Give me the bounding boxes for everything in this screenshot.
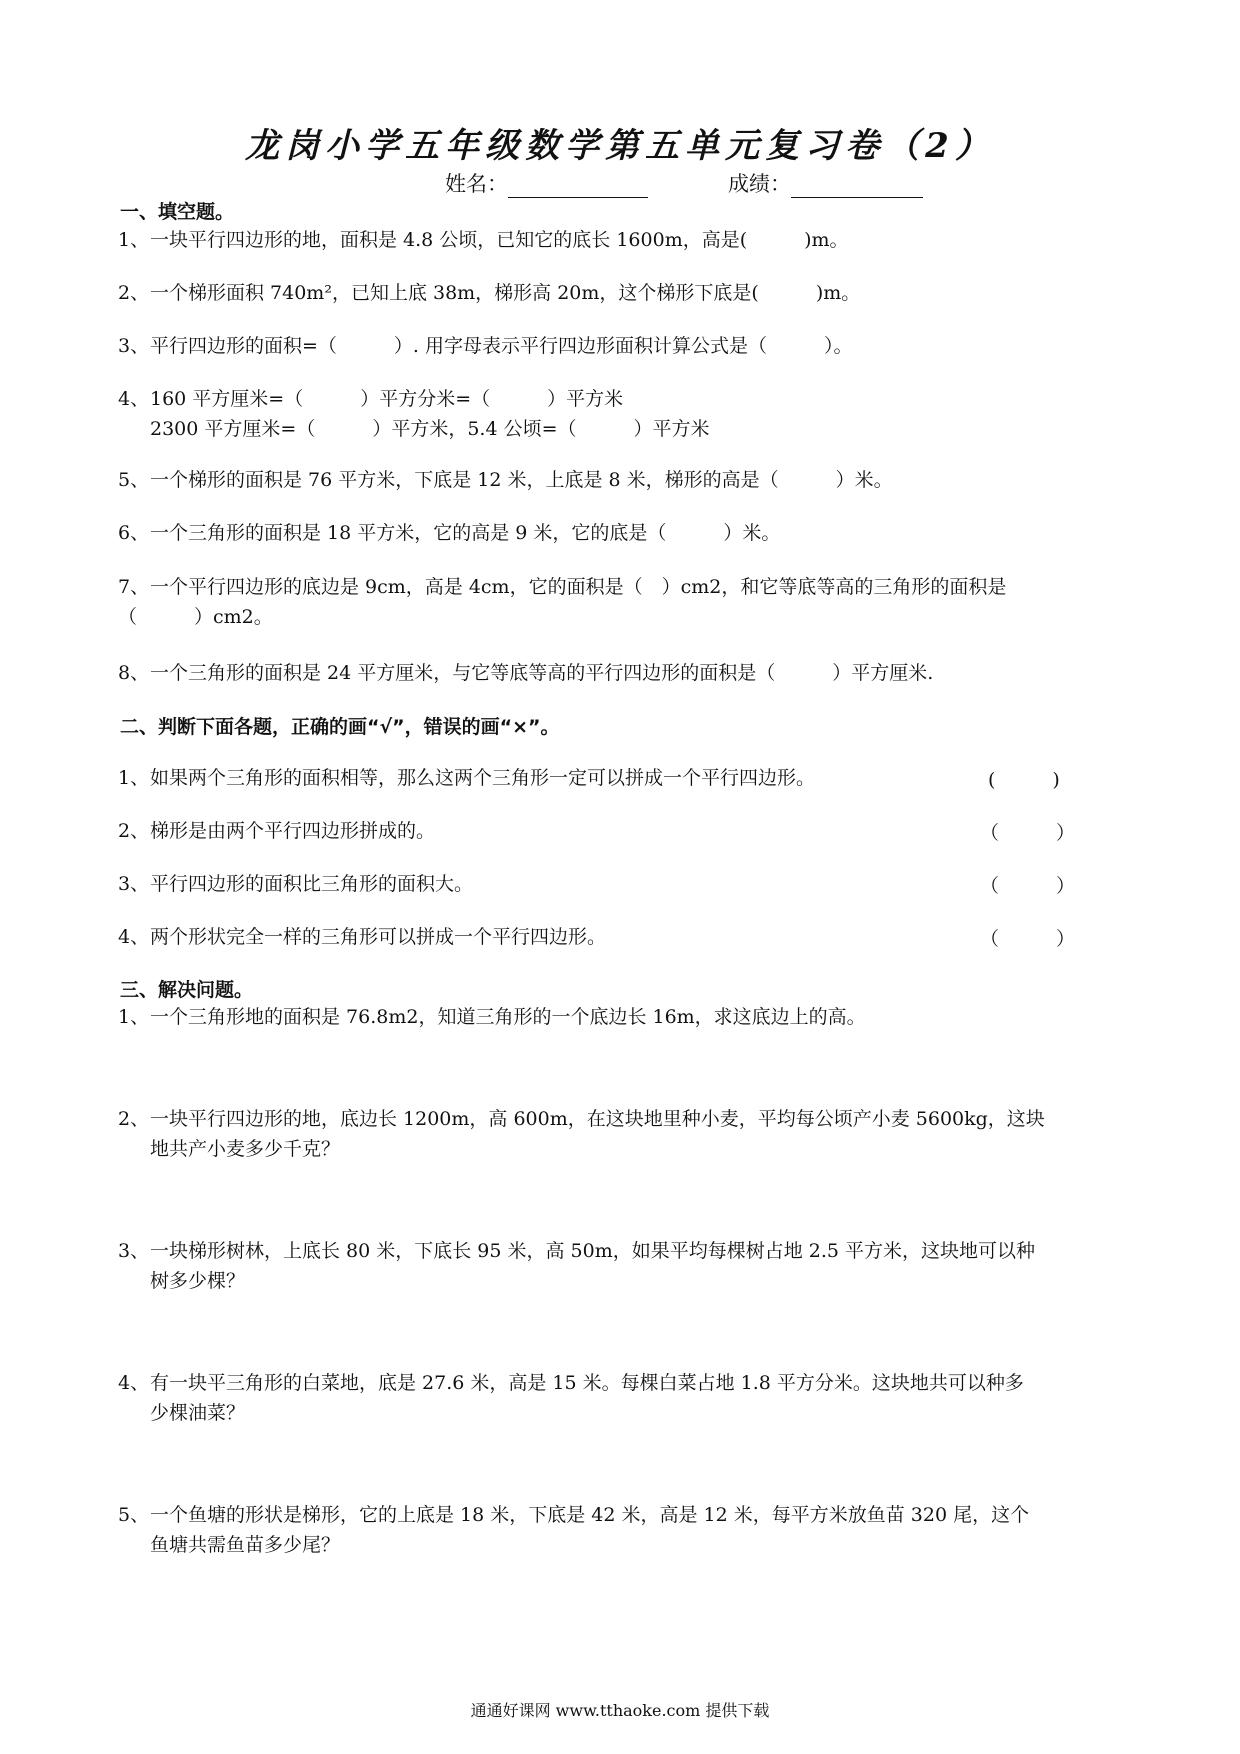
judge-question-2: 2、梯形是由两个平行四边形拼成的。 (118, 820, 436, 842)
solve-question-3: 3、一块梯形树林，上底长 80 米，下底长 95 米，高 50m，如果平均每棵树占地 2.5 平方米，这块地可以种 树多少棵？ (118, 1240, 1036, 1292)
section-heading-solve: 三、解决问题。 (120, 979, 254, 1001)
fill-question-1: 1、一块平行四边形的地，面积是 4.8 公顷，已知它的底长 1600m，高是( )m。 (118, 229, 849, 251)
judge-answer-2: （ ） (980, 822, 1076, 844)
fill-question-8: 8、一个三角形的面积是 24 平方厘米，与它等底等高的平行四边形的面积是（ ）平方厘米. (118, 662, 934, 684)
fill-question-6: 6、一个三角形的面积是 18 平方米，它的高是 9 米，它的底是（ ）米。 (118, 522, 781, 544)
score-label: 成绩： (728, 172, 791, 196)
judge-question-1: 1、如果两个三角形的面积相等，那么这两个三角形一定可以拼成一个平行四边形。 (118, 767, 816, 789)
score-field (728, 168, 923, 198)
solve-question-1: 1、一个三角形地的面积是 76.8m2，知道三角形的一个底边长 16m，求这底边上的高。 (118, 1006, 866, 1028)
score-blank (791, 177, 923, 198)
judge-question-3: 3、平行四边形的面积比三角形的面积大。 (118, 873, 474, 895)
judge-answer-1: ( ) (988, 769, 1060, 791)
page-title: 龙岗小学五年级数学第五单元复习卷（2） (245, 126, 995, 166)
solve-question-4: 4、有一块平三角形的白菜地，底是 27.6 米，高是 15 米。每棵白菜占地 1.8 平方分米。这块地共可以种多 少棵油菜？ (118, 1372, 1024, 1424)
fill-question-5: 5、一个梯形的面积是 76 平方米，下底是 12 米，上底是 8 米，梯形的高是（ ）米。 (118, 469, 893, 491)
name-label: 姓名： (445, 172, 508, 196)
fill-question-7: 7、一个平行四边形的底边是 9cm，高是 4cm，它的面积是（ ）cm2，和它等底等高的三角形的面积是 （ ）cm2。 (118, 576, 1007, 628)
section-heading-fill: 一、填空题。 (120, 201, 235, 223)
fill-question-4: 4、160 平方厘米=（ ）平方分米=（ ）平方米 2300 平方厘米=（ ）平方米，5.4 公顷=（ ）平方米 (118, 388, 710, 440)
fill-question-2: 2、一个梯形面积 740m²，已知上底 38m，梯形高 20m，这个梯形下底是( )m。 (118, 282, 861, 304)
judge-answer-4: （ ） (980, 928, 1076, 950)
judge-answer-3: （ ） (980, 875, 1076, 897)
judge-question-4: 4、两个形状完全一样的三角形可以拼成一个平行四边形。 (118, 926, 607, 948)
solve-question-2: 2、一块平行四边形的地，底边长 1200m，高 600m，在这块地里种小麦，平均每公顷产小麦 5600kg，这块 地共产小麦多少千克？ (118, 1108, 1045, 1160)
name-field (445, 168, 648, 198)
fill-question-3: 3、平行四边形的面积=（ ）. 用字母表示平行四边形面积计算公式是（ ）。 (118, 335, 853, 357)
page-footer: 通通好课网 www.tthaoke.com 提供下载 (470, 1701, 770, 1720)
section-heading-judge: 二、判断下面各题，正确的画“√”，错误的画“×”。 (120, 716, 560, 738)
name-blank (508, 177, 648, 198)
solve-question-5: 5、一个鱼塘的形状是梯形，它的上底是 18 米，下底是 42 米，高是 12 米，每平方米放鱼苗 320 尾，这个 鱼塘共需鱼苗多少尾？ (118, 1504, 1030, 1556)
